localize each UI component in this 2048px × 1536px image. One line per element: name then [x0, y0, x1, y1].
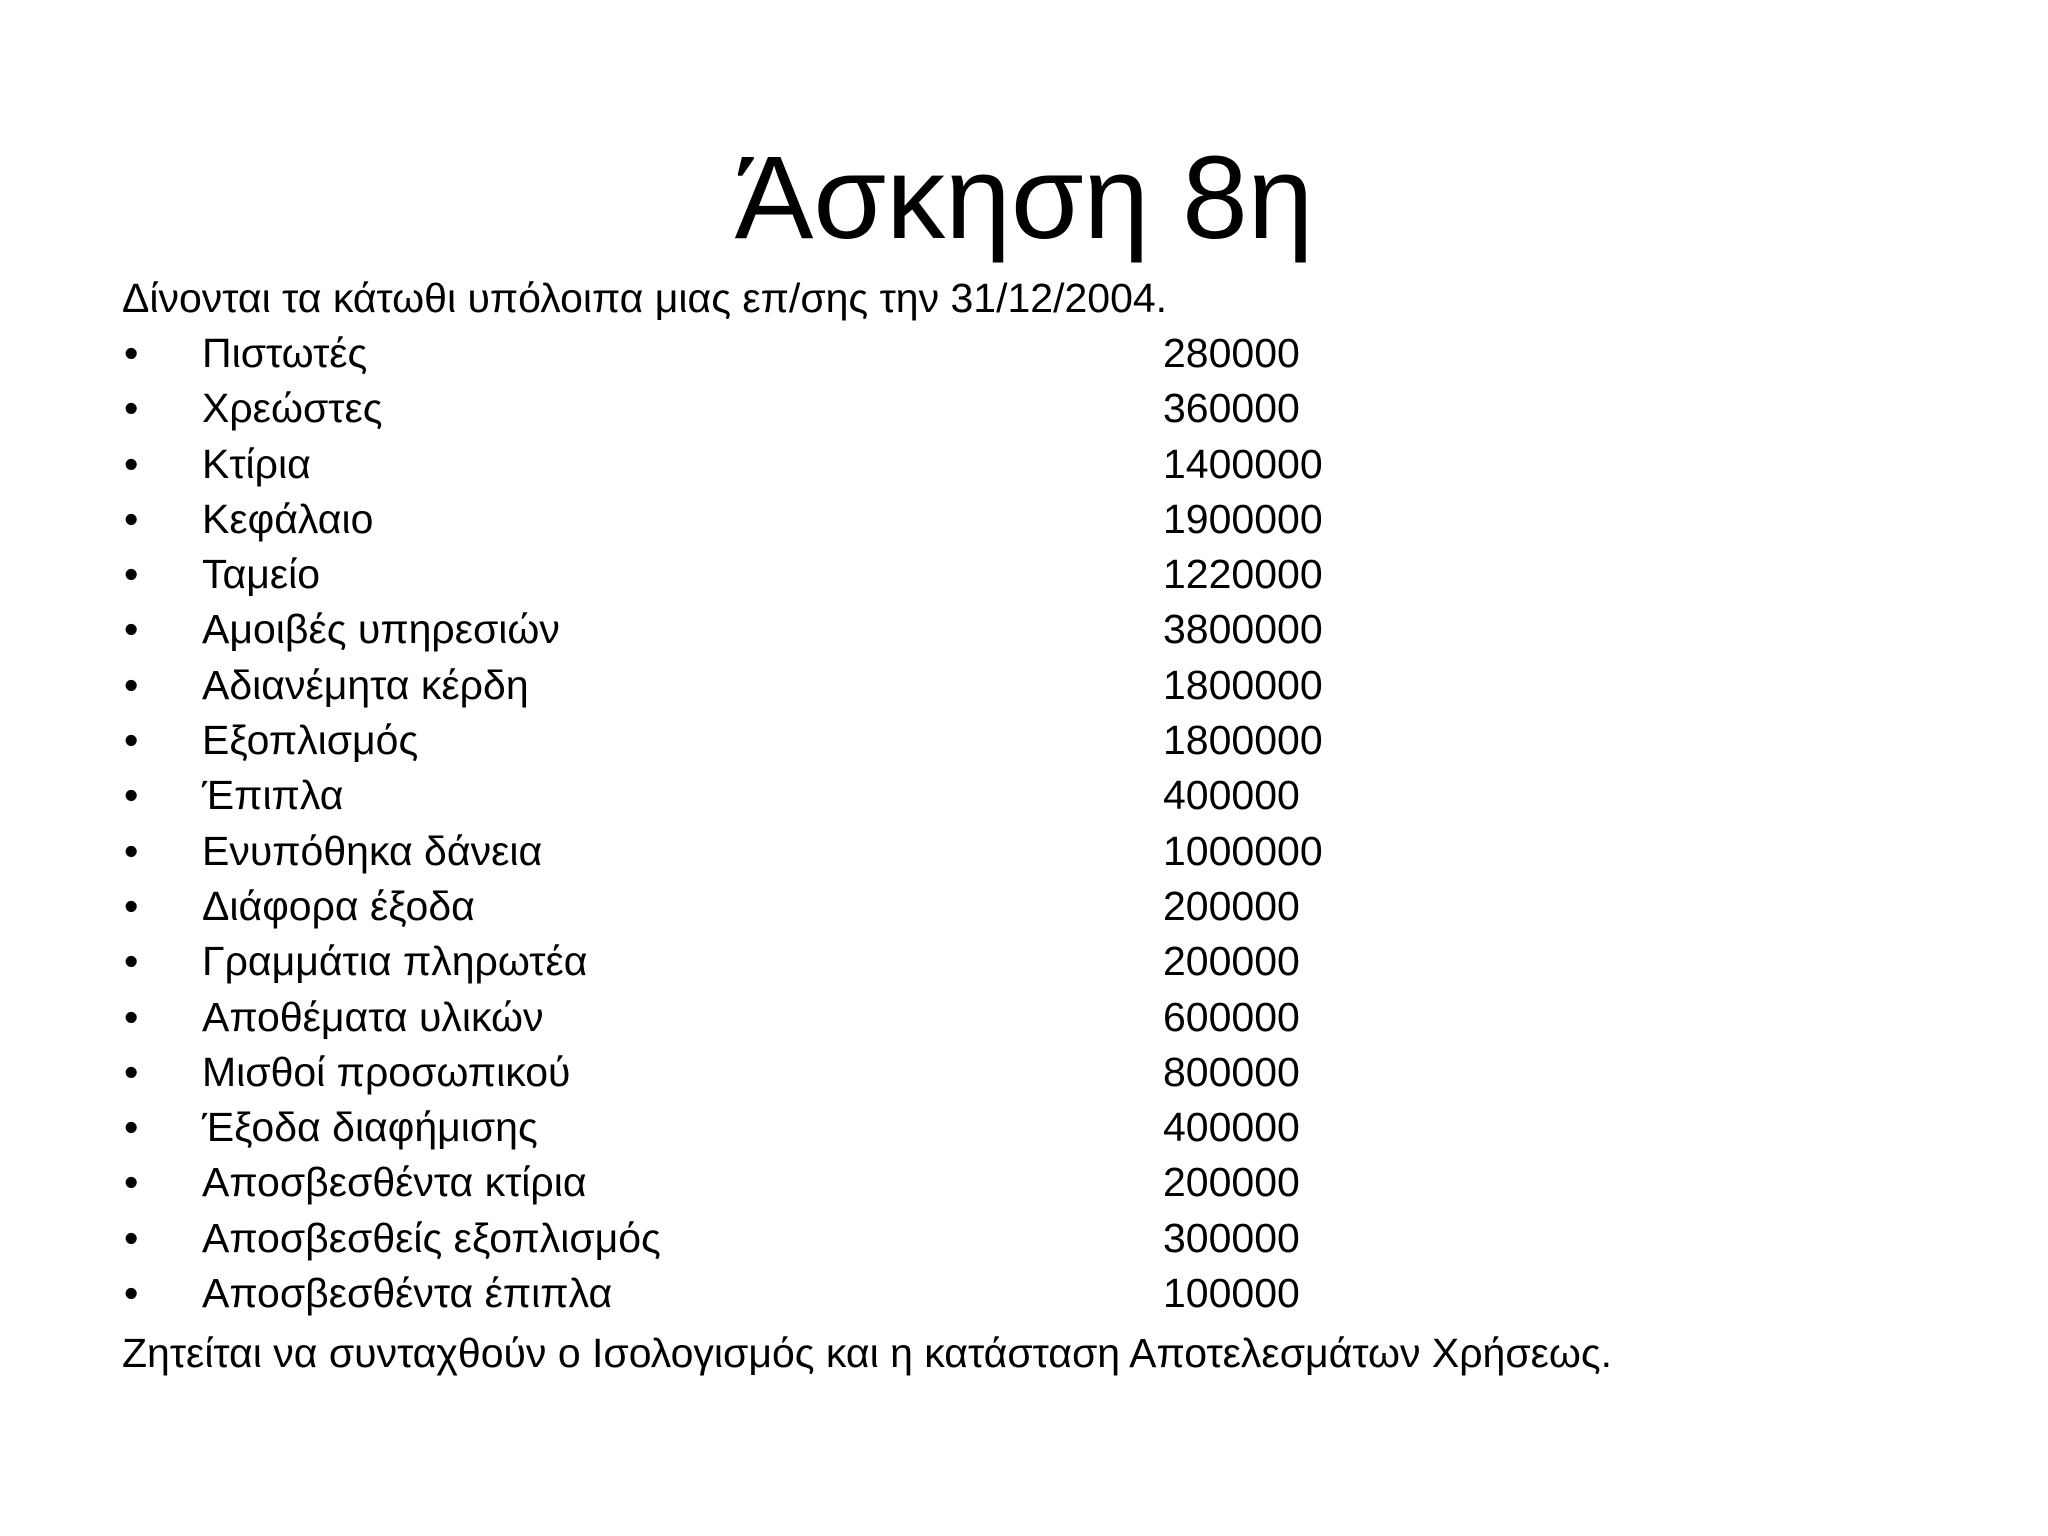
- item-label: Έξοδα διαφήμισης: [202, 1104, 538, 1151]
- bullet-icon: •: [124, 827, 139, 874]
- item-value: 200000: [1163, 1159, 1300, 1206]
- item-label: Κτίρια: [202, 440, 311, 487]
- item-label: Ταμείο: [202, 551, 321, 598]
- list-item: [0, 658, 2048, 713]
- item-label: Κεφάλαιο: [202, 495, 374, 542]
- bullet-icon: •: [124, 717, 139, 764]
- list-item: [0, 1155, 2048, 1210]
- intro-text: Δίνονται τα κάτωθι υπόλοιπα μιας επ/σης την 31/12/2004.: [122, 275, 1168, 321]
- bullet-icon: •: [124, 1048, 139, 1095]
- list-item: [0, 602, 2048, 657]
- bullet-icon: •: [124, 330, 139, 376]
- bullet-icon: •: [124, 661, 139, 708]
- item-value: 280000: [1163, 330, 1300, 376]
- task-text: Ζητείται να συνταχθούν ο Ισολογισμός και η κατάσταση Αποτελεσμάτων Χρήσεως.: [122, 1330, 1613, 1376]
- list-item: [0, 326, 2048, 381]
- item-value: 1220000: [1163, 551, 1323, 598]
- item-value: 400000: [1163, 1104, 1300, 1151]
- list-item: [0, 990, 2048, 1045]
- list-item: [0, 713, 2048, 768]
- item-value: 1400000: [1163, 440, 1323, 487]
- bullet-icon: •: [124, 882, 139, 929]
- item-label: Ενυπόθηκα δάνεια: [202, 827, 543, 874]
- item-value: 300000: [1163, 1214, 1300, 1261]
- list-item: [0, 1100, 2048, 1155]
- bullet-icon: •: [124, 1104, 139, 1151]
- item-label: Πιστωτές: [202, 330, 368, 376]
- bullet-icon: •: [124, 1159, 139, 1206]
- bullet-icon: •: [124, 551, 139, 598]
- bullet-icon: •: [124, 495, 139, 542]
- item-value: 3800000: [1163, 606, 1323, 653]
- item-label: Έπιπλα: [202, 772, 344, 819]
- item-value: 1900000: [1163, 495, 1323, 542]
- list-item: [0, 934, 2048, 989]
- slide-title: Άσκηση 8η: [734, 132, 1314, 264]
- balance-list: [0, 326, 2048, 1321]
- item-label: Αμοιβές υπηρεσιών: [202, 606, 560, 653]
- item-label: Χρεώστες: [202, 385, 383, 432]
- bullet-icon: •: [124, 440, 139, 487]
- list-item: [0, 1045, 2048, 1100]
- list-item: [0, 437, 2048, 492]
- item-label: Αποσβεσθείς εξοπλισμός: [202, 1214, 661, 1261]
- list-item: [0, 381, 2048, 436]
- item-value: 360000: [1163, 385, 1300, 432]
- item-label: Διάφορα έξοδα: [202, 882, 475, 929]
- list-item: [0, 879, 2048, 934]
- bullet-icon: •: [124, 772, 139, 819]
- bullet-icon: •: [124, 1214, 139, 1261]
- item-value: 400000: [1163, 772, 1300, 819]
- item-value: 200000: [1163, 938, 1300, 985]
- list-item: [0, 768, 2048, 823]
- list-item: [0, 1266, 2048, 1321]
- list-item: [0, 492, 2048, 547]
- item-value: 100000: [1163, 1270, 1300, 1317]
- list-item: [0, 824, 2048, 879]
- item-value: 600000: [1163, 993, 1300, 1040]
- item-label: Αποσβεσθέντα κτίρια: [202, 1159, 587, 1206]
- item-value: 1000000: [1163, 827, 1323, 874]
- item-value: 1800000: [1163, 661, 1323, 708]
- list-item: [0, 1211, 2048, 1266]
- item-label: Γραμμάτια πληρωτέα: [202, 938, 588, 985]
- bullet-icon: •: [124, 385, 139, 432]
- item-label: Αποσβεσθέντα έπιπλα: [202, 1270, 613, 1317]
- item-label: Μισθοί προσωπικού: [202, 1048, 571, 1095]
- bullet-icon: •: [124, 1270, 139, 1317]
- item-label: Αδιανέμητα κέρδη: [202, 661, 529, 708]
- list-item: [0, 547, 2048, 602]
- bullet-icon: •: [124, 938, 139, 985]
- bullet-icon: •: [124, 606, 139, 653]
- item-label: Αποθέματα υλικών: [202, 993, 544, 1040]
- item-value: 1800000: [1163, 717, 1323, 764]
- bullet-icon: •: [124, 993, 139, 1040]
- item-label: Εξοπλισμός: [202, 717, 419, 764]
- item-value: 200000: [1163, 882, 1300, 929]
- item-value: 800000: [1163, 1048, 1300, 1095]
